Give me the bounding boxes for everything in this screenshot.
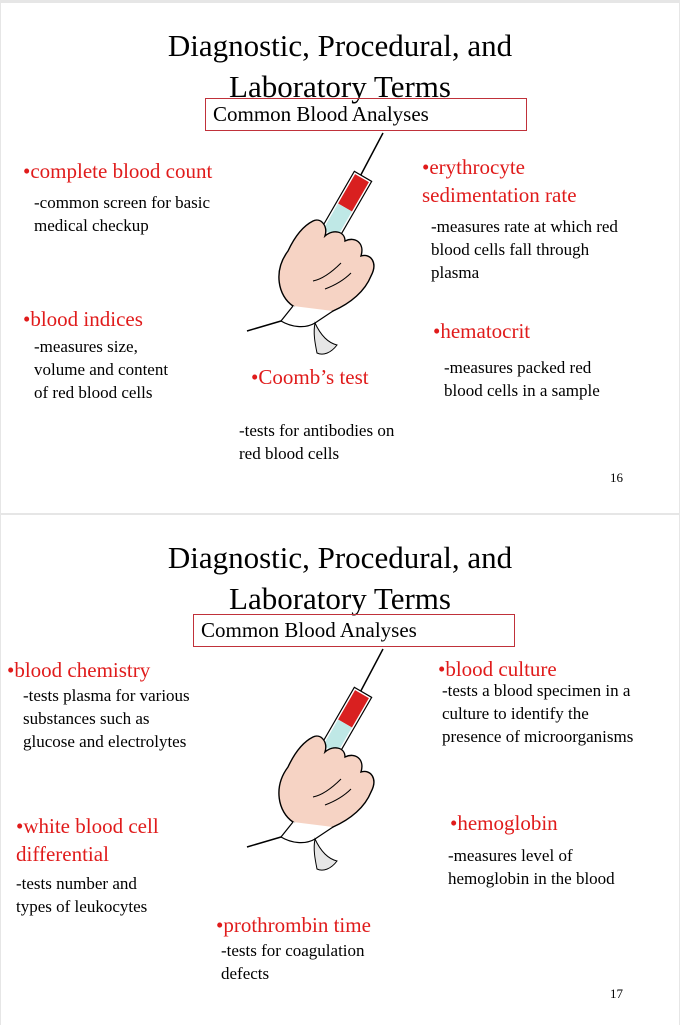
desc-line: red blood cells — [239, 444, 340, 463]
term-blood-culture: •blood culture — [438, 657, 557, 681]
term-blood-indices: •blood indices — [23, 307, 143, 331]
desc-line: -tests a blood specimen in a — [442, 681, 631, 700]
term-wbc-differential — [16, 812, 159, 868]
desc-line: -tests number and — [16, 874, 137, 893]
slide-16 — [1, 3, 679, 513]
desc-line: blood cells fall through — [431, 240, 590, 259]
desc-line: -tests for antibodies on — [239, 421, 395, 440]
desc-hemoglobin — [448, 844, 615, 890]
title-line-2: Laboratory Terms — [229, 581, 451, 616]
desc-line: -common screen for basic — [34, 193, 211, 212]
desc-line: culture to identify the — [442, 704, 589, 723]
title-line-1: Diagnostic, Procedural, and — [167, 540, 513, 575]
desc-line: -measures size, — [34, 337, 138, 356]
hand-syringe-illustration-icon — [233, 131, 393, 371]
desc-line: medical checkup — [34, 216, 149, 235]
term-esr — [422, 153, 577, 209]
desc-wbc-differential — [16, 872, 147, 918]
slide-title — [1, 25, 679, 107]
term-blood-chemistry: •blood chemistry — [7, 658, 151, 682]
desc-line: glucose and electrolytes — [23, 732, 187, 751]
term-hemoglobin: •hemoglobin — [450, 811, 558, 835]
desc-line: -measures packed red — [444, 358, 592, 377]
slide-title — [1, 537, 679, 619]
desc-line: defects — [221, 964, 270, 983]
desc-line: -measures rate at which red — [431, 217, 618, 236]
term-line: •white blood cell — [16, 814, 159, 838]
desc-blood-culture — [442, 679, 633, 748]
desc-hematocrit — [444, 356, 600, 402]
term-line: sedimentation rate — [422, 183, 577, 207]
desc-line: hemoglobin in the blood — [448, 869, 615, 888]
desc-line: -tests for coagulation — [221, 941, 365, 960]
desc-line: types of leukocytes — [16, 897, 148, 916]
desc-line: substances such as — [23, 709, 150, 728]
desc-prothrombin-time — [221, 939, 365, 985]
desc-esr — [431, 215, 618, 284]
desc-line: plasma — [431, 263, 480, 282]
desc-blood-indices — [34, 335, 168, 404]
subtitle-box: Common Blood Analyses — [193, 614, 515, 647]
subtitle-box: Common Blood Analyses — [205, 98, 527, 131]
term-prothrombin-time: •prothrombin time — [216, 913, 371, 937]
desc-line: presence of microorganisms — [442, 727, 634, 746]
term-line: differential — [16, 842, 109, 866]
desc-blood-chemistry — [23, 684, 190, 753]
desc-line: of red blood cells — [34, 383, 153, 402]
desc-complete-blood-count — [34, 191, 210, 237]
term-line: •erythrocyte — [422, 155, 525, 179]
desc-line: -measures level of — [448, 846, 573, 865]
desc-line: -tests plasma for various — [23, 686, 190, 705]
slide-17 — [1, 515, 679, 1025]
title-line-1: Diagnostic, Procedural, and — [167, 28, 513, 63]
title-line-2: Laboratory Terms — [229, 69, 451, 104]
desc-line: blood cells in a sample — [444, 381, 600, 400]
term-hematocrit: •hematocrit — [433, 319, 531, 343]
hand-syringe-illustration-icon — [233, 647, 393, 887]
page-number: 17 — [610, 986, 623, 1001]
desc-line: volume and content — [34, 360, 169, 379]
term-coombs-test: •Coomb’s test — [251, 365, 369, 389]
term-complete-blood-count: •complete blood count — [23, 159, 213, 183]
desc-coombs-test — [239, 419, 394, 465]
page-number: 16 — [610, 470, 623, 485]
